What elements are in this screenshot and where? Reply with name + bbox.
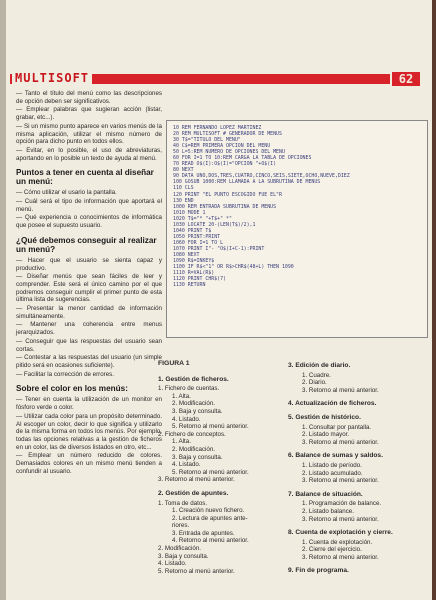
code-line: 80 NEXT (173, 167, 194, 174)
menu-subitem: 3. Retorno al menú anterior. (302, 477, 379, 485)
list-item: — Cuál será el tipo de información que aportará el menú. (16, 198, 162, 213)
menu-item: 3. Baja y consulta. (158, 552, 209, 560)
code-line: 1040 PRINT T$ (173, 227, 212, 234)
code-line: 70 READ O$(I):O$(I)="OPCION "+O$(I) (173, 161, 277, 168)
code-line: 1060 FOR I=1 TO L (173, 239, 224, 246)
list-item: — Utilizar cada color para un propósito determinado. Al escoger un color, decir lo que significa y utilizarlo de la misma forma en todos los menús. Por ejemplo, todas las opciones relativas a la gestión de ficheros en un color, las de diversos listados en otro, etc... (16, 412, 162, 451)
menu-subitem: 2. Listado acumulado. (302, 469, 363, 477)
paragraph: — Emplear palabras que sugieran acción (listar, grabar, etc...). (16, 106, 162, 122)
code-line: 1050 PRINT:PRINT (173, 233, 221, 240)
brand-logo: MULTISOFT (12, 71, 92, 85)
menu-section-title: 5. Gestión de histórico. (288, 413, 361, 421)
list-item: — Tener en cuenta la utilización de un monitor en fósforo verde o color. (16, 396, 162, 412)
code-line: 20 REM MULTISOFT # GENERADOR DE MENUS (173, 131, 282, 138)
menu-subitem: 3. Baja y consulta. (172, 407, 223, 415)
menu-subitem: 3. Retorno al menú anterior. (302, 515, 379, 523)
list-item: — Emplear un número reducido de colores. Demasiados colores en un mismo menú tienden a confundir al usuario. (16, 452, 162, 475)
code-line: 30 T$="TITULO DEL MENU" (173, 137, 241, 144)
code-line: 1080 NEXT (173, 251, 200, 258)
basic-program-listing (166, 120, 428, 338)
code-line: 120 PRINT "EL PUNTO ESCOGIDO FUE EL"R (173, 191, 282, 198)
menu-subitem: 1. Cuenta de explotación. (302, 538, 373, 546)
figure-caption: FIGURA 1 (158, 360, 190, 367)
menu-subitem: 1. Listado de período. (302, 461, 362, 469)
menu-subitem: 4. Listado. (172, 461, 201, 469)
menu-section-title: 8. Cuenta de explotación y cierre. (288, 529, 393, 537)
section-heading: ¿Qué debemos conseguir al realizar un menú? (16, 235, 157, 254)
list-item: — Conseguir que las respuestas del usuario sean cortas. (16, 337, 162, 353)
code-line: 1020 T$="* "+T$+" *" (173, 215, 232, 222)
menu-subitem: 5. Retorno al menú anterior. (172, 423, 249, 431)
menu-subitem: 2. Cierre del ejercicio. (302, 546, 362, 554)
section-heading: Sobre el color en los menús: (16, 384, 128, 394)
menu-subitem: riores. (172, 522, 190, 530)
menu-section-title: 6. Balance de sumas y saldos. (288, 452, 383, 460)
menu-subitem: 1. Alta. (172, 438, 191, 446)
menu-subitem: 2. Modificación. (172, 445, 215, 453)
code-line: 1120 PRINT CHR$(7) (173, 276, 226, 283)
menu-item: 4. Listado. (158, 560, 187, 568)
menu-subitem: 2. Listado mayor. (302, 431, 350, 439)
menu-section-title: 2. Gestión de apuntes. (158, 489, 229, 497)
menu-section-title: 9. Fin de programa. (288, 567, 349, 575)
menu-item: 1. Fichero de cuentas. (158, 385, 220, 393)
menu-item: 5. Retorno al menú anterior. (158, 567, 235, 575)
menu-subitem: 1. Programación de balance. (302, 500, 382, 508)
paragraph: — Si un mismo punto aparece en varios menús de la misma aplicación, utilizar el mismo número de opción para dicho punto en todos ellos. (16, 122, 162, 146)
page-header (10, 72, 428, 84)
code-line: 1100 IF R$<"1" OR R$>CHR$(48+L) THEN 1090 (173, 264, 294, 271)
list-item: — Hacer que el usuario se sienta capaz y productivo. (16, 256, 162, 272)
menu-subitem: 4. Retorno al menú anterior. (172, 537, 249, 545)
list-item: — Facilitar la corrección de errores. (16, 370, 114, 378)
menu-subitem: 3. Baja y consulta. (172, 453, 223, 461)
menu-subitem: 2. Diario. (302, 379, 327, 387)
code-line: 1130 RETURN (173, 282, 206, 289)
code-line: 130 END (173, 197, 194, 204)
page-number: 62 (392, 72, 420, 86)
page-edge (432, 0, 436, 600)
menu-item: 2. Modificación. (158, 545, 201, 553)
menu-subitem: 1. Consultar por pantalla. (302, 423, 372, 431)
list-item: — Diseñar menús que sean fáciles de leer y comprender. Este será el único camino por el que podremos conseguir cumplir el primer punto de esta última lista de sugerencias. (16, 273, 162, 304)
menu-subitem: 1. Creación nuevo fichero. (172, 507, 245, 515)
menu-item: 2. Fichero de conceptos. (158, 430, 226, 438)
figure-column-left (158, 356, 284, 575)
menu-section-title: 3. Edición de diario. (288, 362, 351, 369)
list-item: — Qué experiencia o conocimientos de informática que posee el supuesto usuario. (16, 214, 162, 230)
menu-subitem: 2. Lectura de apuntes ante- (172, 514, 248, 522)
code-line: 1090 R$=INKEY$ (173, 258, 215, 265)
menu-item: 3. Retorno al menú anterior. (158, 476, 235, 484)
paragraph: — Tanto el título del menú como las descripciones de opción deben ser significativos. (16, 90, 162, 105)
menu-section-title: 4. Actualización de ficheros. (288, 400, 377, 408)
code-line: 1070 PRINT I"- "O$(I+C-1):PRINT (173, 245, 265, 252)
code-line: 1000 REM ENTRADA SUBRUTINA DE MENUS (173, 203, 277, 210)
menu-subitem: 4. Listado. (172, 415, 201, 423)
menu-section-title: 1. Gestión de ficheros. (158, 375, 229, 383)
page-gutter (0, 0, 6, 600)
menu-section-title: 7. Balance de situación. (288, 490, 363, 498)
figure-column-right (288, 356, 424, 577)
menu-subitem: 3. Retorno al menú anterior. (302, 438, 379, 446)
code-line: 60 FOR I=1 TO 10:REM CARGA LA TABLA DE OPCIONES (173, 155, 312, 162)
code-line: 1110 R=VAL(R$) (173, 270, 215, 277)
code-line: 40 C$=REM PRIMERA OPCION DEL MENU (173, 143, 271, 150)
menu-subitem: 2. Listado balance. (302, 507, 354, 515)
menu-subitem: 3. Retorno al menú anterior. (302, 386, 379, 394)
code-line: 50 L=5:REM NUMERO DE OPCIONES DEL MENU (173, 149, 285, 156)
menu-subitem: 1. Cuadre. (302, 371, 331, 379)
section-heading: Puntos a tener en cuenta al diseñar un menú: (16, 168, 154, 187)
list-item: — Presentar la menor cantidad de información simultáneamente. (16, 305, 162, 320)
code-line: 10 REM FERNANDO LOPEZ MARTINEZ (173, 125, 262, 131)
code-line: 90 DATA UNO,DOS,TRES,CUATRO,CINCO,SEIS,SIETE,OCHO,NUEVE,DIEZ (173, 173, 350, 180)
menu-item: 1. Toma de datos. (158, 499, 208, 507)
code-line: 1030 LOCATE 20-(LEN(T$)/2),1 (173, 221, 256, 228)
menu-subitem: 3. Retorno al menú anterior. (302, 553, 379, 561)
paragraph: — Evitar, en lo posible, el uso de abreviaturas, aportando en lo posible un texto de ayuda al menú. (16, 146, 162, 162)
list-item: — Contestar a las respuestas del usuario (un simple pitido será en ocasiones suficiente). (16, 354, 162, 369)
menu-subitem: 5. Retorno al menú anterior. (172, 468, 249, 476)
code-line: 110 CLS (173, 185, 194, 192)
code-line: 1010 MODE 1 (173, 209, 206, 216)
left-column (16, 90, 162, 476)
menu-subitem: 3. Entrada de apuntes. (172, 529, 235, 537)
list-item: — Mantener una coherencia entre menus jerarquizados. (16, 321, 162, 337)
list-item: — Cómo utilizar el usario la pantalla. (16, 189, 117, 197)
menu-subitem: 1. Alta. (172, 392, 191, 400)
menu-subitem: 2. Modificación. (172, 400, 215, 408)
code-line: 100 GOSUB 1000:REM LLAMADA A LA SUBRUTINA DE MENUS (173, 179, 321, 186)
